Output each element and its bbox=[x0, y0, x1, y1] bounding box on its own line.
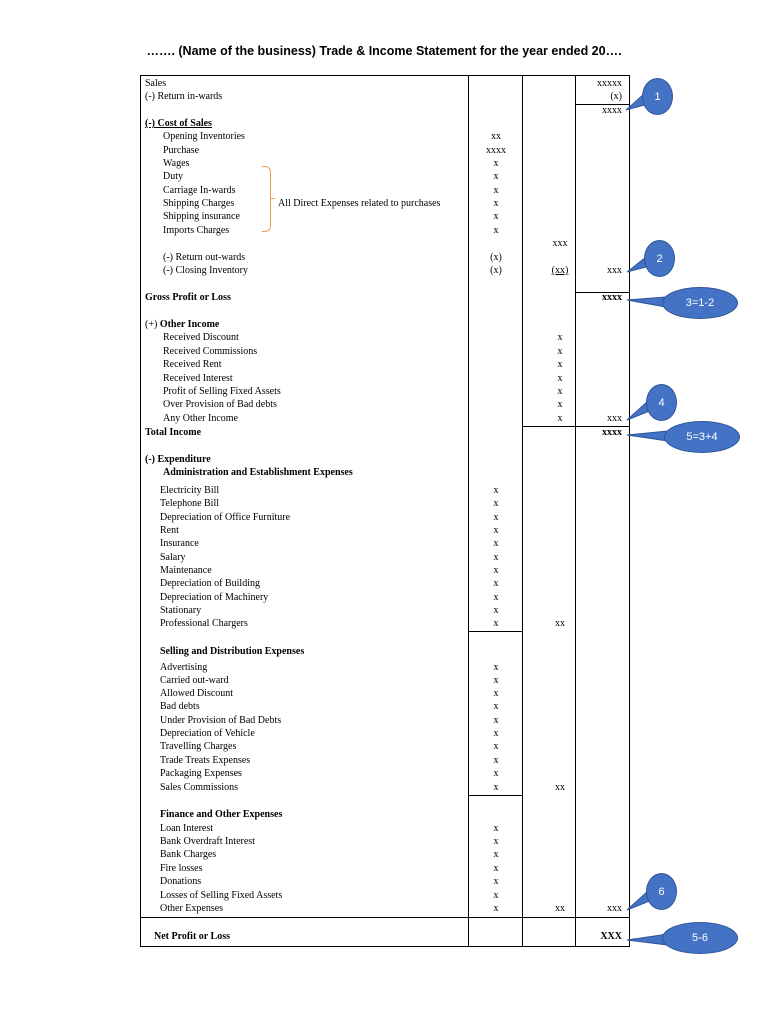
amount-col1: x bbox=[493, 890, 499, 901]
amount-col1: x bbox=[493, 211, 499, 222]
amount-col1: x bbox=[493, 485, 499, 496]
row-label: Received Interest bbox=[163, 373, 233, 384]
row-label: Fire losses bbox=[160, 863, 203, 874]
amount-col1: xxxx bbox=[486, 145, 506, 156]
row-label: Bank Overdraft Interest bbox=[160, 836, 255, 847]
amount-col1: x bbox=[493, 782, 499, 793]
row-label: Sales bbox=[145, 78, 167, 89]
callout-pointer-5 bbox=[627, 431, 668, 441]
amount-col1: (x) bbox=[490, 252, 502, 263]
row-label: Allowed Discount bbox=[160, 688, 234, 699]
amount-col1: x bbox=[493, 171, 499, 182]
row-label: Salary bbox=[160, 552, 186, 563]
amount-col1: (x) bbox=[490, 265, 502, 276]
row-label: Rent bbox=[160, 525, 179, 536]
amount-col1: x bbox=[493, 618, 499, 629]
amount-col2: x bbox=[557, 413, 563, 424]
amount-col2: x bbox=[557, 399, 563, 410]
row-label: Packaging Expenses bbox=[160, 768, 242, 779]
statement-title: ……. (Name of the business) Trade & Income Statement for the year ended 20…. bbox=[146, 44, 622, 58]
callout-2: 2 bbox=[644, 240, 675, 277]
amount-col2: x bbox=[557, 332, 563, 343]
amount-col3: xxx bbox=[607, 413, 622, 424]
row-label: Any Other Income bbox=[163, 413, 238, 424]
amount-col3: xxxx bbox=[602, 105, 622, 116]
row-label: Opening Inventories bbox=[163, 131, 245, 142]
row-label: (-) Closing Inventory bbox=[163, 265, 248, 276]
amount-col1: x bbox=[493, 675, 499, 686]
amount-col2: xx bbox=[555, 903, 565, 914]
amount-col1: x bbox=[493, 525, 499, 536]
row-label: Imports Charges bbox=[163, 225, 230, 236]
amount-col3: (x) bbox=[610, 91, 622, 102]
amount-col1: x bbox=[493, 688, 499, 699]
row-label: Bank Charges bbox=[160, 849, 217, 860]
row-label: Received Rent bbox=[163, 359, 222, 370]
row-label: Depreciation of Vehicle bbox=[160, 728, 255, 739]
amount-col2: x bbox=[557, 359, 563, 370]
row-label: Over Provision of Bad debts bbox=[163, 399, 277, 410]
row-label: Total Income bbox=[145, 427, 202, 438]
row-label: Bad debts bbox=[160, 701, 200, 712]
row-label: (-) Cost of Sales bbox=[145, 118, 212, 129]
callout-4: 4 bbox=[646, 384, 677, 421]
amount-col1: x bbox=[493, 755, 499, 766]
callout-pointer-3 bbox=[627, 297, 666, 307]
row-label: (-) Return in-wards bbox=[145, 91, 223, 102]
row-label: Purchase bbox=[163, 145, 200, 156]
row-label: Shipping insurance bbox=[163, 211, 240, 222]
row-label: Trade Treats Expenses bbox=[160, 755, 251, 766]
row-label: Depreciation of Office Furniture bbox=[160, 512, 291, 523]
row-label: Travelling Charges bbox=[160, 741, 237, 752]
amount-col1: x bbox=[493, 512, 499, 523]
row-label: Received Commissions bbox=[163, 346, 258, 357]
callout-6: 6 bbox=[646, 873, 677, 910]
callout-1: 1 bbox=[642, 78, 673, 115]
amount-col1: x bbox=[493, 863, 499, 874]
row-label: Carried out-ward bbox=[160, 675, 229, 686]
row-label: Depreciation of Machinery bbox=[160, 592, 269, 603]
row-label: Advertising bbox=[160, 662, 208, 673]
amount-col2: x bbox=[557, 346, 563, 357]
amount-col1: x bbox=[493, 728, 499, 739]
amount-col1: x bbox=[493, 768, 499, 779]
callout-3: 3=1-2 bbox=[662, 287, 738, 319]
row-label: Administration and Establishment Expenses bbox=[163, 467, 353, 478]
amount-col3: xxx bbox=[607, 903, 622, 914]
row-label: Selling and Distribution Expenses bbox=[160, 646, 305, 657]
row-label: Stationary bbox=[160, 605, 202, 616]
row-label: Electricity Bill bbox=[160, 485, 220, 496]
row-label: Wages bbox=[163, 158, 190, 169]
row-label: Telephone Bill bbox=[160, 498, 220, 509]
amount-col2: (xx) bbox=[551, 265, 569, 276]
amount-col1: x bbox=[493, 198, 499, 209]
amount-col3: xxx bbox=[607, 265, 622, 276]
amount-col1: x bbox=[493, 538, 499, 549]
amount-col3: xxxx bbox=[602, 292, 622, 303]
row-label: Losses of Selling Fixed Assets bbox=[160, 890, 283, 901]
amount-col1: x bbox=[493, 185, 499, 196]
amount-col3: XXX bbox=[600, 931, 622, 942]
row-label: Loan Interest bbox=[160, 823, 214, 834]
amount-col3: xxxxx bbox=[597, 78, 622, 89]
row-label: (-) Expenditure bbox=[145, 454, 211, 465]
callout-7: 5-6 bbox=[662, 922, 738, 954]
amount-col1: x bbox=[493, 903, 499, 914]
row-label: Gross Profit or Loss bbox=[145, 292, 231, 303]
row-label: (+) Other Income bbox=[145, 319, 220, 330]
row-label: Donations bbox=[160, 876, 202, 887]
amount-col1: x bbox=[493, 701, 499, 712]
amount-col1: xx bbox=[491, 131, 501, 142]
row-label: Duty bbox=[163, 171, 183, 182]
amount-col1: x bbox=[493, 565, 499, 576]
amount-col1: x bbox=[493, 578, 499, 589]
amount-col1: x bbox=[493, 849, 499, 860]
amount-col1: x bbox=[493, 592, 499, 603]
amount-col2: xx bbox=[555, 618, 565, 629]
row-label: Maintenance bbox=[160, 565, 212, 576]
amount-col1: x bbox=[493, 498, 499, 509]
amount-col1: x bbox=[493, 836, 499, 847]
row-label: (-) Return out-wards bbox=[163, 252, 246, 263]
row-label: Other Expenses bbox=[160, 903, 224, 914]
amount-col1: x bbox=[493, 876, 499, 887]
amount-col2: x bbox=[557, 386, 563, 397]
row-label: Under Provision of Bad Debts bbox=[160, 715, 282, 726]
row-label: Professional Chargers bbox=[160, 618, 248, 629]
amount-col1: x bbox=[493, 605, 499, 616]
amount-col3: xxxx bbox=[602, 427, 622, 438]
row-label: Shipping Charges bbox=[163, 198, 235, 209]
row-label: Finance and Other Expenses bbox=[160, 809, 283, 820]
amount-col1: x bbox=[493, 715, 499, 726]
row-label: Sales Commissions bbox=[160, 782, 239, 793]
amount-col1: x bbox=[493, 823, 499, 834]
row-label: Profit of Selling Fixed Assets bbox=[163, 386, 281, 397]
amount-col2: x bbox=[557, 373, 563, 384]
amount-col1: x bbox=[493, 225, 499, 236]
amount-col2: xx bbox=[555, 782, 565, 793]
row-label: Carriage In-wards bbox=[163, 185, 236, 196]
amount-col2: xxx bbox=[552, 238, 568, 249]
amount-col1: x bbox=[493, 662, 499, 673]
direct-expenses-note: All Direct Expenses related to purchases bbox=[278, 198, 441, 209]
row-label: Insurance bbox=[160, 538, 199, 549]
row-label: Received Discount bbox=[163, 332, 239, 343]
amount-col1: x bbox=[493, 552, 499, 563]
row-label: Net Profit or Loss bbox=[154, 931, 231, 942]
amount-col1: x bbox=[493, 158, 499, 169]
callout-5: 5=3+4 bbox=[664, 421, 740, 453]
row-label: Depreciation of Building bbox=[160, 578, 260, 589]
amount-col1: x bbox=[493, 741, 499, 752]
